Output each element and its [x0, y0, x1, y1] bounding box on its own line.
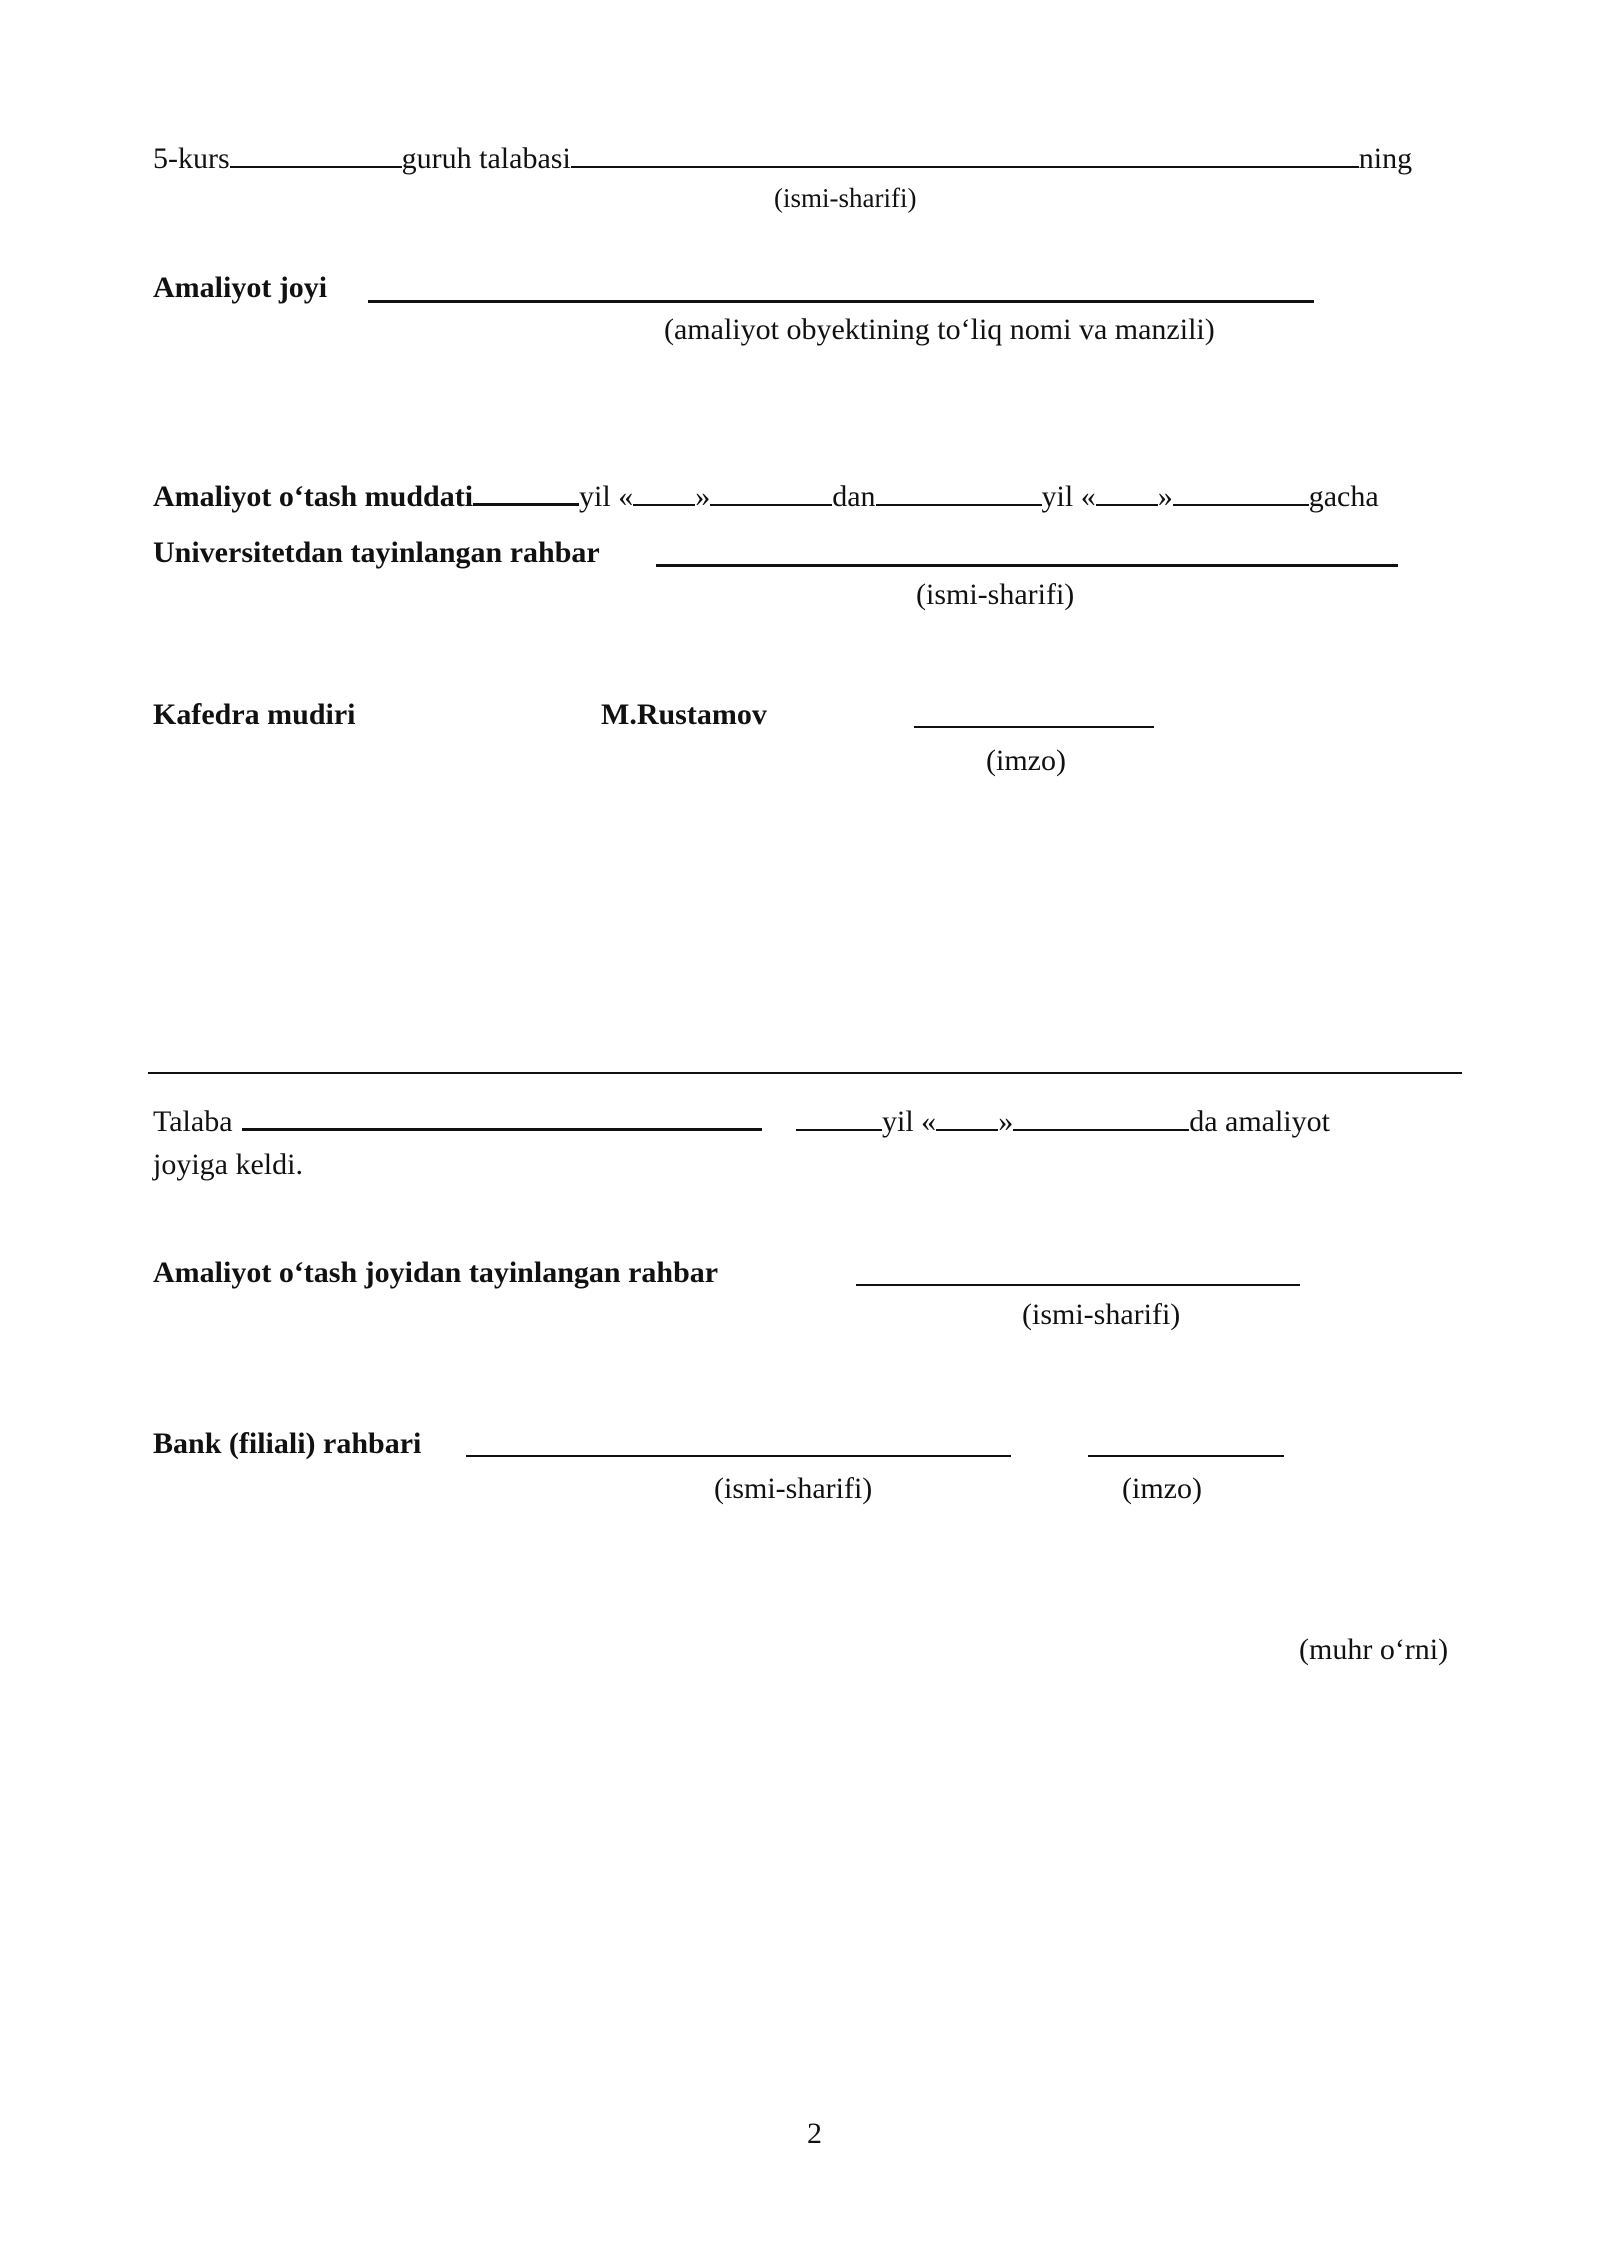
- site-supervisor-blank[interactable]: [856, 1284, 1300, 1286]
- university-supervisor-caption: (ismi-sharifi): [916, 578, 1075, 611]
- talaba-text: Talaba: [153, 1105, 233, 1138]
- practice-place-label: Amaliyot joyi: [153, 271, 328, 304]
- start-month-blank[interactable]: [710, 478, 832, 506]
- department-head-name: M.Rustamov: [601, 698, 767, 731]
- end-month-blank[interactable]: [1173, 478, 1309, 506]
- arrival-year-blank[interactable]: [796, 1103, 882, 1131]
- student-name-blank[interactable]: [571, 140, 1359, 168]
- bank-head-label: Bank (filiali) rahbari: [153, 1427, 422, 1460]
- student-name-caption: (ismi-sharifi): [774, 183, 917, 213]
- start-day-blank[interactable]: [633, 478, 695, 506]
- arrival-day-blank[interactable]: [936, 1103, 998, 1131]
- practice-period-line: [153, 477, 1379, 515]
- arrival-line: [153, 1102, 1330, 1140]
- stamp-place-caption: (muhr o‘rni): [1299, 1633, 1449, 1666]
- guruh-text: guruh talabasi: [401, 142, 571, 175]
- department-head-label: Kafedra mudiri: [153, 698, 356, 731]
- arrival-line-2: joyiga keldi.: [153, 1148, 303, 1181]
- arrival-quote-close: »: [998, 1105, 1014, 1138]
- gacha-text: gacha: [1308, 480, 1379, 513]
- practice-place-blank[interactable]: [368, 300, 1314, 303]
- start-year-blank[interactable]: [473, 477, 579, 506]
- bank-head-sign-blank[interactable]: [1088, 1455, 1284, 1457]
- group-blank[interactable]: [230, 140, 402, 168]
- page-number: 2: [807, 2117, 822, 2150]
- arrival-month-blank[interactable]: [1013, 1103, 1189, 1131]
- student-line: [153, 140, 1412, 177]
- quote-close-1: »: [695, 480, 711, 513]
- dan-text: dan: [832, 480, 876, 513]
- end-year-blank[interactable]: [876, 478, 1042, 506]
- quote-close-2: »: [1157, 480, 1173, 513]
- section-divider: [148, 1072, 1462, 1074]
- department-head-sign-blank[interactable]: [914, 726, 1154, 728]
- ning-text: ning: [1358, 142, 1413, 175]
- university-supervisor-label: Universitetdan tayinlangan rahbar: [153, 536, 600, 569]
- yil-text-1: yil «: [579, 480, 634, 513]
- end-day-blank[interactable]: [1096, 478, 1158, 506]
- site-supervisor-label: Amaliyot o‘tash joyidan tayinlangan rahbar: [153, 1256, 719, 1289]
- arrival-student-blank[interactable]: [242, 1102, 762, 1131]
- university-supervisor-blank[interactable]: [656, 564, 1398, 567]
- practice-place-caption: (amaliyot obyektining to‘liq nomi va manzili): [664, 313, 1215, 346]
- practice-period-label: Amaliyot o‘tash muddati: [153, 480, 474, 513]
- site-supervisor-caption: (ismi-sharifi): [1022, 1298, 1181, 1331]
- department-head-sign-caption: (imzo): [986, 744, 1066, 777]
- kurs-text: 5-kurs: [153, 142, 230, 175]
- bank-head-name-caption: (ismi-sharifi): [714, 1472, 873, 1505]
- bank-head-sign-caption: (imzo): [1122, 1472, 1202, 1505]
- arrival-yil-text: yil «: [882, 1105, 937, 1138]
- yil-text-2: yil «: [1041, 480, 1096, 513]
- arrival-tail-text: da amaliyot: [1189, 1105, 1330, 1138]
- bank-head-name-blank[interactable]: [466, 1455, 1011, 1457]
